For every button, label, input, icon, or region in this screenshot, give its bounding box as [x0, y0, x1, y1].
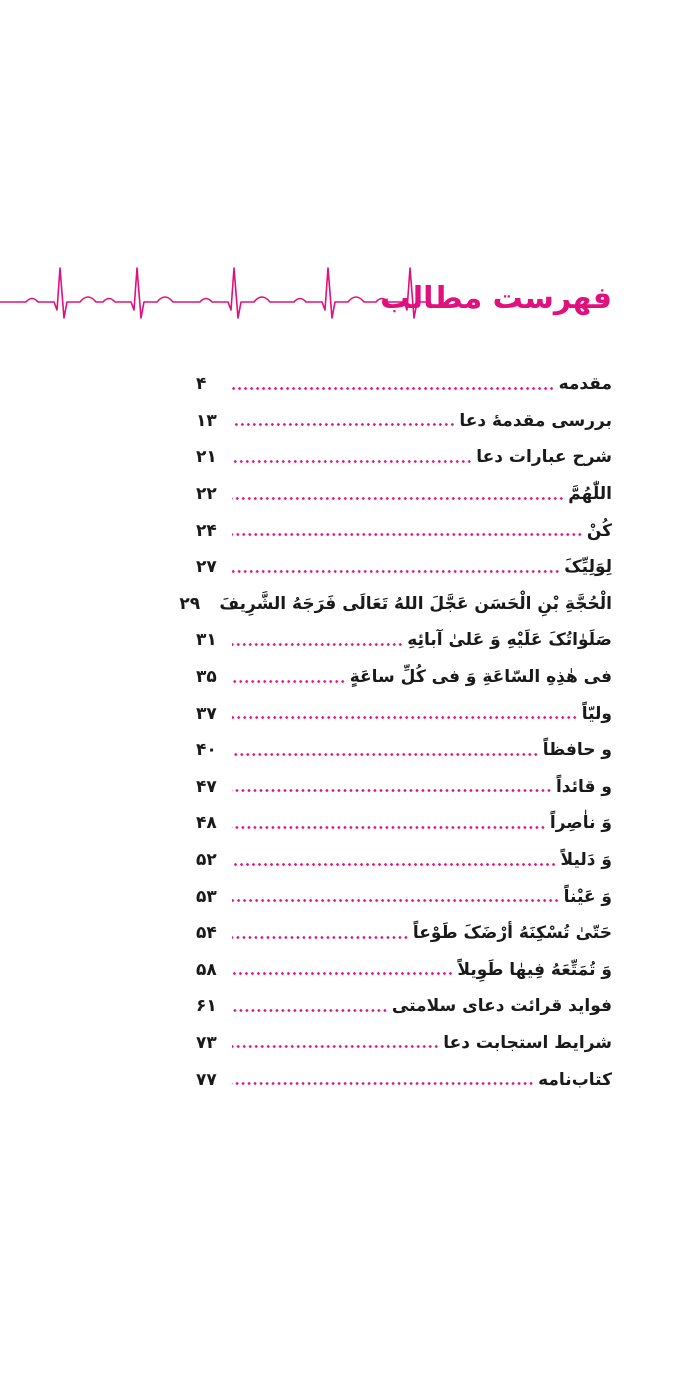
toc-entry-page-number: ۲۱: [196, 447, 217, 468]
toc-entry-page-number: ۴۰: [196, 740, 217, 761]
toc-entry-title: کُنْ: [586, 520, 612, 541]
toc-entry[interactable]: [179, 586, 612, 623]
toc-entry[interactable]: [196, 695, 612, 732]
toc-entry-page-number: ۳۱: [196, 630, 217, 651]
dot-leader: [232, 826, 546, 829]
toc-entry-page-number: ۱۳: [196, 410, 217, 431]
toc-entry-title: صَلَوٰاتُکَ عَلَیْهِ وَ عَلیٰ آبائِهِ: [407, 630, 612, 651]
dot-leader: [232, 1045, 439, 1048]
dot-leader: [232, 899, 560, 902]
toc-entry[interactable]: [196, 659, 612, 696]
dot-leader: [232, 460, 472, 463]
toc-entry-title: لِوَلِیِّکَ: [564, 557, 612, 578]
toc-entry-page-number: ۴۸: [196, 813, 217, 834]
dot-leader: [232, 423, 455, 426]
toc-entry[interactable]: [196, 366, 612, 403]
toc-entry[interactable]: [196, 1061, 612, 1098]
page-title: فهرست مطالب: [380, 281, 612, 316]
dot-leader: [232, 570, 560, 573]
toc-entry[interactable]: [196, 403, 612, 440]
toc-entry[interactable]: [196, 988, 612, 1025]
dot-leader: [232, 1082, 534, 1085]
toc-entry[interactable]: [196, 805, 612, 842]
toc-entry-page-number: ۵۴: [196, 923, 217, 944]
toc-entry-title: فی هٰذِهِ السّاعَةِ وَ فی کُلِّ ساعَةٍ: [349, 667, 612, 688]
toc-entry-page-number: ۴۷: [196, 776, 217, 797]
toc-entry[interactable]: [196, 842, 612, 879]
toc-entry-page-number: ۲۲: [196, 484, 217, 505]
toc-entry[interactable]: [196, 512, 612, 549]
toc-entry-title: وَ ناٰصِراً: [549, 813, 612, 834]
toc-entry-page-number: ۲۷: [196, 557, 217, 578]
toc-entry[interactable]: [196, 549, 612, 586]
toc-entry-title: بررسی مقدمهٔ دعا: [459, 410, 612, 431]
toc-entry-title: مقدمه: [558, 374, 612, 395]
dot-leader: [232, 497, 564, 500]
toc-entry-title: شرایط استجابت دعا: [443, 1032, 612, 1053]
dot-leader: [232, 1009, 388, 1012]
toc-entry[interactable]: [196, 769, 612, 806]
heartbeat-line-icon: [0, 262, 430, 332]
dot-leader: [232, 533, 583, 536]
header: [0, 262, 700, 332]
toc-entry-title: الْحُجَّةِ بْنِ الْحَسَن عَجَّلَ اللهُ تَعَالَی فَرَجَهُ الشَّرِیفَ: [219, 593, 612, 614]
toc-entry[interactable]: [196, 732, 612, 769]
toc-entry-page-number: ۲۴: [196, 520, 217, 541]
toc-entry-title: وَ عَیْناً: [563, 886, 612, 907]
toc-entry-title: کتاب‌نامه: [538, 1069, 612, 1090]
dot-leader: [232, 936, 409, 939]
dot-leader: [232, 789, 552, 792]
toc-entry-page-number: ۴: [196, 374, 207, 395]
toc-entry[interactable]: [196, 878, 612, 915]
toc-entry-page-number: ۵۳: [196, 886, 217, 907]
toc-entry-title: و حافظاً: [542, 740, 612, 761]
toc-entry-page-number: ۷۳: [196, 1032, 217, 1053]
toc-entry-title: وَ دَلیلاً: [560, 850, 612, 871]
dot-leader: [232, 643, 403, 646]
toc-entry[interactable]: [196, 622, 612, 659]
toc-entry-page-number: ۷۷: [196, 1069, 217, 1090]
dot-leader: [232, 716, 578, 719]
toc-entry-title: ولیّاً: [581, 703, 612, 724]
toc-entry-page-number: ۶۱: [196, 996, 217, 1017]
toc-entry[interactable]: [196, 439, 612, 476]
toc-entry-page-number: ۳۵: [196, 667, 217, 688]
toc-entry-title: اللّٰهُمَّ: [568, 484, 612, 505]
toc-entry-title: شرح عبارات دعا: [476, 447, 612, 468]
toc-entry[interactable]: [196, 952, 612, 989]
toc-entry-title: فواید قرائت دعای سلامتی: [391, 996, 612, 1017]
toc-entry-page-number: ۵۸: [196, 959, 217, 980]
toc-entry[interactable]: [196, 915, 612, 952]
table-of-contents: [179, 366, 612, 1098]
dot-leader: [232, 387, 555, 390]
dot-leader: [232, 863, 557, 866]
toc-entry-page-number: ۲۹: [179, 593, 201, 614]
dot-leader: [232, 753, 539, 756]
toc-entry-page-number: ۳۷: [196, 703, 217, 724]
dot-leader: [232, 972, 453, 975]
toc-entry-title: وَ تُمَتِّعَهُ فِیهٰا طَوِیلاً: [457, 959, 612, 980]
toc-entry-page-number: ۵۲: [196, 850, 217, 871]
dot-leader: [232, 680, 346, 683]
toc-entry[interactable]: [196, 1025, 612, 1062]
toc-entry-title: و قائداً: [555, 776, 612, 797]
toc-entry[interactable]: [196, 476, 612, 513]
toc-entry-title: حَتّیٰ تُسْکِنَهُ أرْضَکَ طَوْعاً: [412, 923, 612, 944]
